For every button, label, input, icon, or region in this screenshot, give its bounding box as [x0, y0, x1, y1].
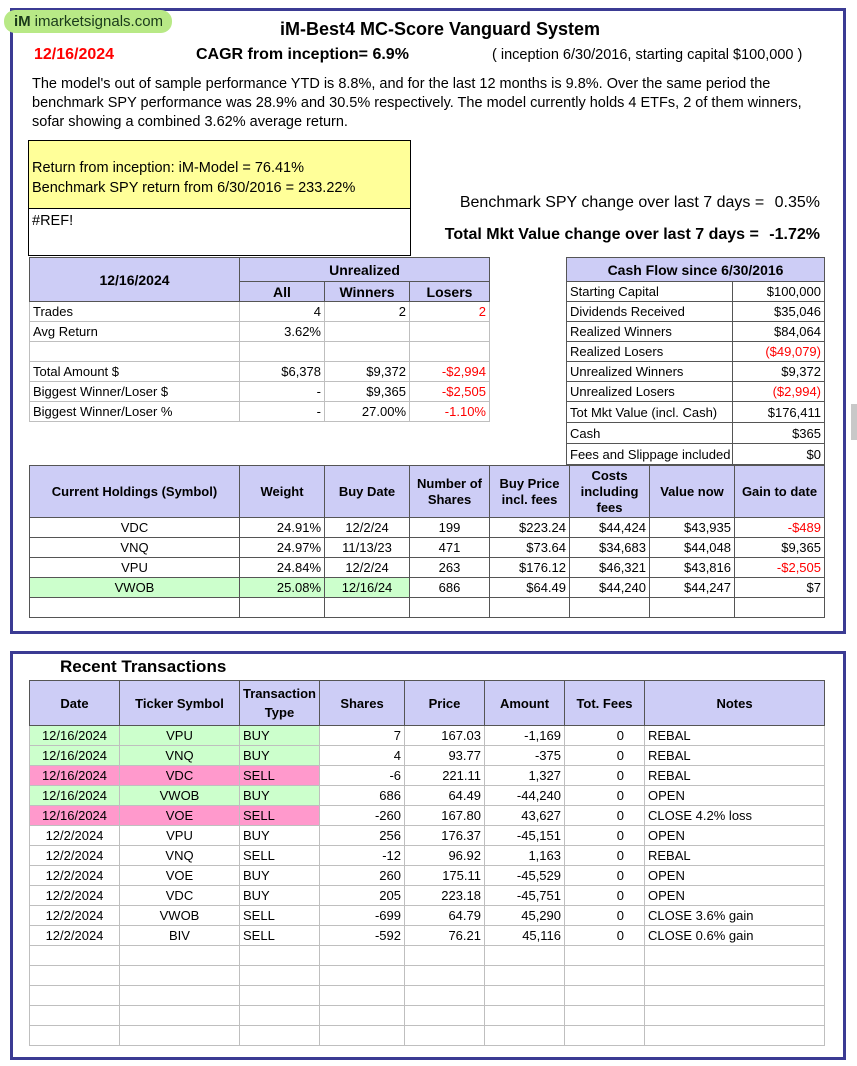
- tx-type: SELL: [240, 906, 320, 926]
- tx-col-header: Shares: [320, 681, 405, 726]
- tx-ticker: VWOB: [120, 786, 240, 806]
- total-change: [445, 226, 820, 244]
- tx-fees: 0: [565, 806, 645, 826]
- empty-cell: [240, 598, 325, 618]
- tx-type: BUY: [240, 866, 320, 886]
- cashflow-row: [567, 322, 825, 342]
- tx-price: 96.92: [405, 846, 485, 866]
- tx-fees: 0: [565, 726, 645, 746]
- holdings-col-header: Buy Price incl. fees: [490, 466, 570, 518]
- total-change-value: -1.72%: [769, 226, 820, 243]
- holding-gain: $7: [735, 578, 825, 598]
- holding-price: $223.24: [490, 518, 570, 538]
- empty-cell: [30, 1026, 120, 1046]
- tx-notes: OPEN: [645, 786, 825, 806]
- stats-row: [30, 322, 490, 342]
- cashflow-value: ($2,994): [733, 382, 825, 402]
- logo-text: imarketsignals.com: [34, 13, 164, 30]
- benchmark-change-value: 0.35%: [774, 194, 820, 211]
- stats-all: [240, 342, 325, 362]
- tx-shares: 4: [320, 746, 405, 766]
- tx-date: 12/16/2024: [30, 726, 120, 746]
- empty-cell: [320, 966, 405, 986]
- stats-row-label: Biggest Winner/Loser $: [30, 382, 240, 402]
- stats-col-all: All: [240, 282, 325, 302]
- stats-row: [30, 382, 490, 402]
- empty-cell: [490, 598, 570, 618]
- tx-ticker: VOE: [120, 806, 240, 826]
- tx-notes: OPEN: [645, 886, 825, 906]
- cashflow-label: Unrealized Losers: [567, 382, 733, 402]
- tx-amount: 1,163: [485, 846, 565, 866]
- tx-price: 64.79: [405, 906, 485, 926]
- tx-amount: 45,116: [485, 926, 565, 946]
- holding-value: $43,816: [650, 558, 735, 578]
- holding-row: [30, 558, 825, 578]
- tx-ticker: VPU: [120, 726, 240, 746]
- tx-amount: -44,240: [485, 786, 565, 806]
- holding-price: $64.49: [490, 578, 570, 598]
- cashflow-label: Unrealized Winners: [567, 362, 733, 382]
- tx-date: 12/16/2024: [30, 806, 120, 826]
- stats-unrealized-header: Unrealized: [240, 258, 490, 282]
- tx-price: 175.11: [405, 866, 485, 886]
- tx-empty-row: [30, 1006, 825, 1026]
- holding-cost: $44,240: [570, 578, 650, 598]
- cashflow-row: [567, 423, 825, 444]
- tx-ticker: VDC: [120, 886, 240, 906]
- tx-ticker: VNQ: [120, 846, 240, 866]
- stats-winners: 27.00%: [325, 402, 410, 422]
- empty-cell: [565, 1026, 645, 1046]
- cashflow-row: [567, 302, 825, 322]
- cashflow-value: $176,411: [733, 402, 825, 423]
- tx-amount: -45,529: [485, 866, 565, 886]
- transaction-row: [30, 926, 825, 946]
- unrealized-stats-table: [29, 257, 490, 422]
- ref-error: #REF!: [32, 213, 74, 229]
- empty-cell: [485, 1006, 565, 1026]
- holding-shares: 471: [410, 538, 490, 558]
- stats-row-label: Avg Return: [30, 322, 240, 342]
- transaction-row: [30, 846, 825, 866]
- empty-cell: [240, 1006, 320, 1026]
- tx-col-header: Date: [30, 681, 120, 726]
- cashflow-value: $9,372: [733, 362, 825, 382]
- transactions-title: Recent Transactions: [60, 657, 227, 676]
- holdings-col-header: Value now: [650, 466, 735, 518]
- tx-fees: 0: [565, 746, 645, 766]
- tx-col-header: Ticker Symbol: [120, 681, 240, 726]
- tx-shares: -699: [320, 906, 405, 926]
- empty-cell: [645, 1026, 825, 1046]
- tx-date: 12/16/2024: [30, 766, 120, 786]
- tx-col-header: Notes: [645, 681, 825, 726]
- holdings-col-header: Weight: [240, 466, 325, 518]
- cagr-label: CAGR from inception= 6.9%: [196, 46, 409, 63]
- tx-amount: -375: [485, 746, 565, 766]
- stats-losers: -$2,994: [410, 362, 490, 382]
- tx-type: BUY: [240, 786, 320, 806]
- stats-losers: -1.10%: [410, 402, 490, 422]
- total-change-label: Total Mkt Value change over last 7 days =: [444, 226, 759, 243]
- cashflow-value: $35,046: [733, 302, 825, 322]
- tx-ticker: BIV: [120, 926, 240, 946]
- tx-notes: OPEN: [645, 866, 825, 886]
- tx-shares: -6: [320, 766, 405, 786]
- tx-shares: 686: [320, 786, 405, 806]
- empty-cell: [410, 598, 490, 618]
- tx-notes: CLOSE 3.6% gain: [645, 906, 825, 926]
- tx-type: SELL: [240, 806, 320, 826]
- stats-all: -: [240, 382, 325, 402]
- empty-cell: [405, 966, 485, 986]
- empty-cell: [30, 966, 120, 986]
- empty-cell: [485, 986, 565, 1006]
- holding-value: $43,935: [650, 518, 735, 538]
- holding-weight: 24.91%: [240, 518, 325, 538]
- tx-amount: 45,290: [485, 906, 565, 926]
- tx-price: 223.18: [405, 886, 485, 906]
- transaction-row: [30, 726, 825, 746]
- tx-empty-row: [30, 1026, 825, 1046]
- cashflow-label: Starting Capital: [567, 282, 733, 302]
- holding-cost: $46,321: [570, 558, 650, 578]
- empty-cell: [565, 986, 645, 1006]
- empty-cell: [240, 946, 320, 966]
- empty-cell: [240, 966, 320, 986]
- empty-cell: [405, 1006, 485, 1026]
- tx-date: 12/2/2024: [30, 906, 120, 926]
- tx-notes: REBAL: [645, 746, 825, 766]
- tx-col-header: Tot. Fees: [565, 681, 645, 726]
- tx-price: 176.37: [405, 826, 485, 846]
- tx-amount: 43,627: [485, 806, 565, 826]
- holdings-col-header: Gain to date: [735, 466, 825, 518]
- tx-empty-row: [30, 966, 825, 986]
- empty-cell: [30, 598, 240, 618]
- tx-col-header: Price: [405, 681, 485, 726]
- stats-winners: 2: [325, 302, 410, 322]
- empty-cell: [320, 946, 405, 966]
- tx-price: 93.77: [405, 746, 485, 766]
- holding-gain: $9,365: [735, 538, 825, 558]
- cashflow-label: Cash: [567, 423, 733, 444]
- return-box: [28, 140, 411, 256]
- stats-winners: [325, 342, 410, 362]
- empty-cell: [565, 946, 645, 966]
- stats-row: [30, 362, 490, 382]
- empty-cell: [565, 1006, 645, 1026]
- tx-fees: 0: [565, 786, 645, 806]
- tx-ticker: VNQ: [120, 746, 240, 766]
- holding-gain: -$489: [735, 518, 825, 538]
- empty-cell: [405, 946, 485, 966]
- stats-winners: [325, 322, 410, 342]
- tx-type: SELL: [240, 926, 320, 946]
- holding-symbol: VPU: [30, 558, 240, 578]
- holdings-col-header: Buy Date: [325, 466, 410, 518]
- tx-shares: 260: [320, 866, 405, 886]
- empty-cell: [240, 1026, 320, 1046]
- tx-notes: CLOSE 4.2% loss: [645, 806, 825, 826]
- cashflow-table: [566, 257, 825, 465]
- tx-empty-row: [30, 986, 825, 1006]
- cashflow-title: Cash Flow since 6/30/2016: [567, 258, 825, 282]
- holding-weight: 24.84%: [240, 558, 325, 578]
- tx-fees: 0: [565, 886, 645, 906]
- stats-row-label: [30, 342, 240, 362]
- tx-date: 12/2/2024: [30, 846, 120, 866]
- stats-col-losers: Losers: [410, 282, 490, 302]
- tx-date: 12/2/2024: [30, 866, 120, 886]
- cashflow-value: $365: [733, 423, 825, 444]
- transaction-row: [30, 826, 825, 846]
- cashflow-row: [567, 362, 825, 382]
- tx-shares: 7: [320, 726, 405, 746]
- transaction-row: [30, 906, 825, 926]
- tx-type: SELL: [240, 846, 320, 866]
- stats-all: -: [240, 402, 325, 422]
- empty-cell: [120, 946, 240, 966]
- empty-cell: [320, 1026, 405, 1046]
- cashflow-row: [567, 402, 825, 423]
- transaction-row: [30, 806, 825, 826]
- tx-amount: -45,751: [485, 886, 565, 906]
- tx-notes: REBAL: [645, 846, 825, 866]
- cashflow-row: [567, 444, 825, 465]
- tx-fees: 0: [565, 866, 645, 886]
- performance-summary: The model's out of sample performance YTD is 8.8%, and for the last 12 months is 9.8%. Over the same period the benchmark SPY performance was 28.9% and 30.5% respectively. The model currently holds 4 ETFs, 2 of them winners, sofar showing a combined 3.62% average return.: [32, 76, 802, 130]
- empty-cell: [120, 986, 240, 1006]
- tx-fees: 0: [565, 766, 645, 786]
- holding-row: [30, 518, 825, 538]
- stats-row: [30, 342, 490, 362]
- cashflow-value: $84,064: [733, 322, 825, 342]
- empty-cell: [645, 946, 825, 966]
- tx-date: 12/16/2024: [30, 786, 120, 806]
- benchmark-change-label: Benchmark SPY change over last 7 days =: [459, 194, 765, 211]
- model-return: Return from inception: iM-Model = 76.41%: [32, 160, 305, 176]
- cashflow-value: $0: [733, 444, 825, 465]
- stats-row-label: Total Amount $: [30, 362, 240, 382]
- stats-col-winners: Winners: [325, 282, 410, 302]
- empty-cell: [120, 1006, 240, 1026]
- empty-cell: [405, 1026, 485, 1046]
- tx-price: 167.80: [405, 806, 485, 826]
- logo-badge: iM: [14, 13, 31, 30]
- page-title: iM-Best4 MC-Score Vanguard System: [279, 19, 601, 39]
- tx-amount: -45,151: [485, 826, 565, 846]
- inception-info: ( inception 6/30/2016, starting capital $100,000 ): [492, 47, 803, 63]
- tx-ticker: VWOB: [120, 906, 240, 926]
- holding-shares: 199: [410, 518, 490, 538]
- empty-cell: [325, 598, 410, 618]
- stats-losers: 2: [410, 302, 490, 322]
- tx-shares: -12: [320, 846, 405, 866]
- stats-losers: -$2,505: [410, 382, 490, 402]
- tx-date: 12/2/2024: [30, 826, 120, 846]
- benchmark-change: [460, 194, 820, 212]
- tx-fees: 0: [565, 926, 645, 946]
- tx-shares: -260: [320, 806, 405, 826]
- empty-cell: [30, 986, 120, 1006]
- empty-cell: [320, 1006, 405, 1026]
- tx-type: SELL: [240, 766, 320, 786]
- stats-row-label: Trades: [30, 302, 240, 322]
- empty-cell: [645, 986, 825, 1006]
- holding-buy-date: 11/13/23: [325, 538, 410, 558]
- tx-price: 221.11: [405, 766, 485, 786]
- empty-cell: [240, 986, 320, 1006]
- empty-cell: [120, 966, 240, 986]
- empty-cell: [30, 1006, 120, 1026]
- holding-symbol: VWOB: [30, 578, 240, 598]
- cashflow-label: Dividends Received: [567, 302, 733, 322]
- tx-ticker: VOE: [120, 866, 240, 886]
- tx-date: 12/16/2024: [30, 746, 120, 766]
- stats-all: $6,378: [240, 362, 325, 382]
- stats-row-label: Biggest Winner/Loser %: [30, 402, 240, 422]
- tx-notes: REBAL: [645, 726, 825, 746]
- holding-cost: $34,683: [570, 538, 650, 558]
- empty-cell: [735, 598, 825, 618]
- empty-cell: [485, 946, 565, 966]
- tx-amount: 1,327: [485, 766, 565, 786]
- tx-price: 167.03: [405, 726, 485, 746]
- stats-date: 12/16/2024: [30, 258, 240, 302]
- empty-cell: [570, 598, 650, 618]
- transaction-row: [30, 746, 825, 766]
- holding-empty-row: [30, 598, 825, 618]
- cashflow-row: [567, 282, 825, 302]
- scrollbar-thumb[interactable]: [851, 404, 857, 440]
- holding-buy-date: 12/2/24: [325, 518, 410, 538]
- empty-cell: [645, 966, 825, 986]
- empty-cell: [645, 1006, 825, 1026]
- empty-cell: [120, 1026, 240, 1046]
- transactions-table: [29, 680, 825, 1046]
- holding-value: $44,247: [650, 578, 735, 598]
- tx-type: BUY: [240, 826, 320, 846]
- stats-all: 4: [240, 302, 325, 322]
- tx-ticker: VPU: [120, 826, 240, 846]
- stats-losers: [410, 342, 490, 362]
- tx-fees: 0: [565, 826, 645, 846]
- holding-buy-date: 12/16/24: [325, 578, 410, 598]
- cashflow-label: Realized Losers: [567, 342, 733, 362]
- stats-row: [30, 302, 490, 322]
- tx-notes: CLOSE 0.6% gain: [645, 926, 825, 946]
- cashflow-value: $100,000: [733, 282, 825, 302]
- holding-gain: -$2,505: [735, 558, 825, 578]
- holding-price: $73.64: [490, 538, 570, 558]
- empty-cell: [485, 1026, 565, 1046]
- holding-weight: 24.97%: [240, 538, 325, 558]
- empty-cell: [650, 598, 735, 618]
- stats-all: 3.62%: [240, 322, 325, 342]
- transaction-row: [30, 786, 825, 806]
- stats-losers: [410, 322, 490, 342]
- empty-cell: [485, 966, 565, 986]
- holding-price: $176.12: [490, 558, 570, 578]
- cashflow-label: Realized Winners: [567, 322, 733, 342]
- tx-type: BUY: [240, 746, 320, 766]
- transaction-row: [30, 866, 825, 886]
- holding-buy-date: 12/2/24: [325, 558, 410, 578]
- holdings-col-header: Current Holdings (Symbol): [30, 466, 240, 518]
- holding-weight: 25.08%: [240, 578, 325, 598]
- tx-col-header: Transaction Type: [240, 681, 320, 726]
- holding-cost: $44,424: [570, 518, 650, 538]
- cashflow-value: ($49,079): [733, 342, 825, 362]
- tx-date: 12/2/2024: [30, 886, 120, 906]
- tx-fees: 0: [565, 906, 645, 926]
- holdings-col-header: Costs including fees: [570, 466, 650, 518]
- holding-symbol: VNQ: [30, 538, 240, 558]
- stats-winners: $9,365: [325, 382, 410, 402]
- cashflow-label: Tot Mkt Value (incl. Cash): [567, 402, 733, 423]
- tx-shares: 256: [320, 826, 405, 846]
- benchmark-return: Benchmark SPY return from 6/30/2016 = 233.22%: [32, 180, 356, 196]
- tx-type: BUY: [240, 886, 320, 906]
- tx-notes: OPEN: [645, 826, 825, 846]
- tx-shares: 205: [320, 886, 405, 906]
- tx-type: BUY: [240, 726, 320, 746]
- holding-value: $44,048: [650, 538, 735, 558]
- empty-cell: [320, 986, 405, 1006]
- report-date: 12/16/2024: [34, 46, 115, 63]
- holdings-col-header: Number of Shares: [410, 466, 490, 518]
- tx-price: 76.21: [405, 926, 485, 946]
- holding-shares: 263: [410, 558, 490, 578]
- tx-empty-row: [30, 946, 825, 966]
- tx-amount: -1,169: [485, 726, 565, 746]
- tx-fees: 0: [565, 846, 645, 866]
- stats-winners: $9,372: [325, 362, 410, 382]
- empty-cell: [30, 946, 120, 966]
- holding-shares: 686: [410, 578, 490, 598]
- tx-price: 64.49: [405, 786, 485, 806]
- transaction-row: [30, 766, 825, 786]
- cashflow-row: [567, 342, 825, 362]
- holding-row: [30, 578, 825, 598]
- transaction-row: [30, 886, 825, 906]
- tx-date: 12/2/2024: [30, 926, 120, 946]
- cashflow-label: Fees and Slippage included: [567, 444, 733, 465]
- cashflow-row: [567, 382, 825, 402]
- tx-notes: REBAL: [645, 766, 825, 786]
- tx-ticker: VDC: [120, 766, 240, 786]
- return-highlight: [29, 141, 410, 209]
- site-logo[interactable]: [4, 10, 172, 33]
- tx-shares: -592: [320, 926, 405, 946]
- tx-col-header: Amount: [485, 681, 565, 726]
- holding-symbol: VDC: [30, 518, 240, 538]
- empty-cell: [405, 986, 485, 1006]
- holding-row: [30, 538, 825, 558]
- stats-row: [30, 402, 490, 422]
- empty-cell: [565, 966, 645, 986]
- holdings-table: [29, 465, 825, 618]
